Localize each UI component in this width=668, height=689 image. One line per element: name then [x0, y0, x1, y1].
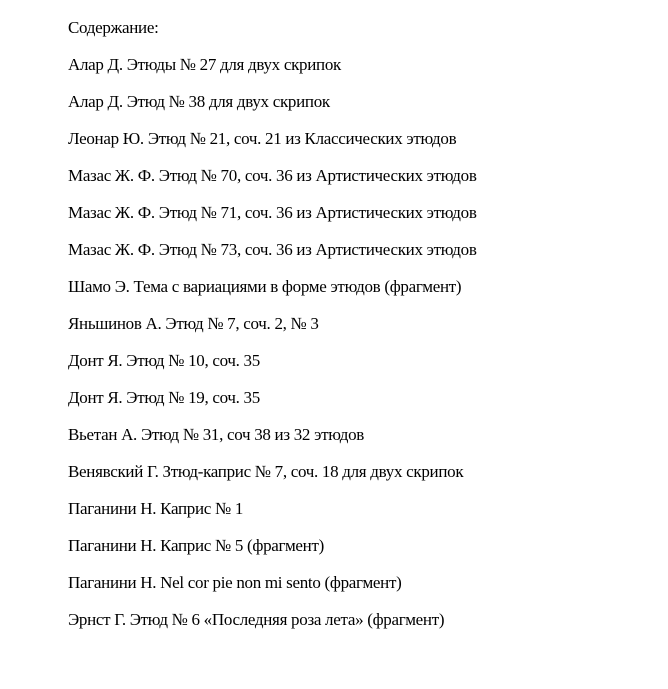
toc-entry: Леонар Ю. Этюд № 21, соч. 21 из Классических этюдов — [68, 129, 457, 148]
toc-entry: Алар Д. Этюд № 38 для двух скрипок — [68, 92, 330, 111]
toc-entry: Мазас Ж. Ф. Этюд № 73, соч. 36 из Артистических этюдов — [68, 240, 477, 259]
toc-title: Содержание: — [68, 18, 159, 37]
toc-entry: Яньшинов А. Этюд № 7, соч. 2, № 3 — [68, 314, 319, 333]
toc-entry: Эрнст Г. Этюд № 6 «Последняя роза лета» (фрагмент) — [68, 610, 445, 629]
toc-entry: Шамо Э. Тема с вариациями в форме этюдов (фрагмент) — [68, 277, 462, 296]
toc-entry: Паганини Н. Каприс № 1 — [68, 499, 244, 518]
toc-entry: Венявский Г. Зтюд-каприс № 7, соч. 18 для двух скрипок — [68, 462, 464, 481]
toc-entry: Донт Я. Этюд № 19, соч. 35 — [68, 388, 260, 407]
toc-entry: Паганини Н. Каприс № 5 (фрагмент) — [68, 536, 324, 555]
toc-entry: Алар Д. Этюды № 27 для двух скрипок — [68, 55, 341, 74]
toc-entry: Мазас Ж. Ф. Этюд № 71, соч. 36 из Артистических этюдов — [68, 203, 477, 222]
toc-entry: Донт Я. Этюд № 10, соч. 35 — [68, 351, 260, 370]
toc-entry: Мазас Ж. Ф. Этюд № 70, соч. 36 из Артистических этюдов — [68, 166, 477, 185]
toc-entry: Вьетан А. Этюд № 31, соч 38 из 32 этюдов — [68, 425, 365, 444]
toc-entry: Паганини Н. Nel cor pie non mi sento (фрагмент) — [68, 573, 402, 592]
